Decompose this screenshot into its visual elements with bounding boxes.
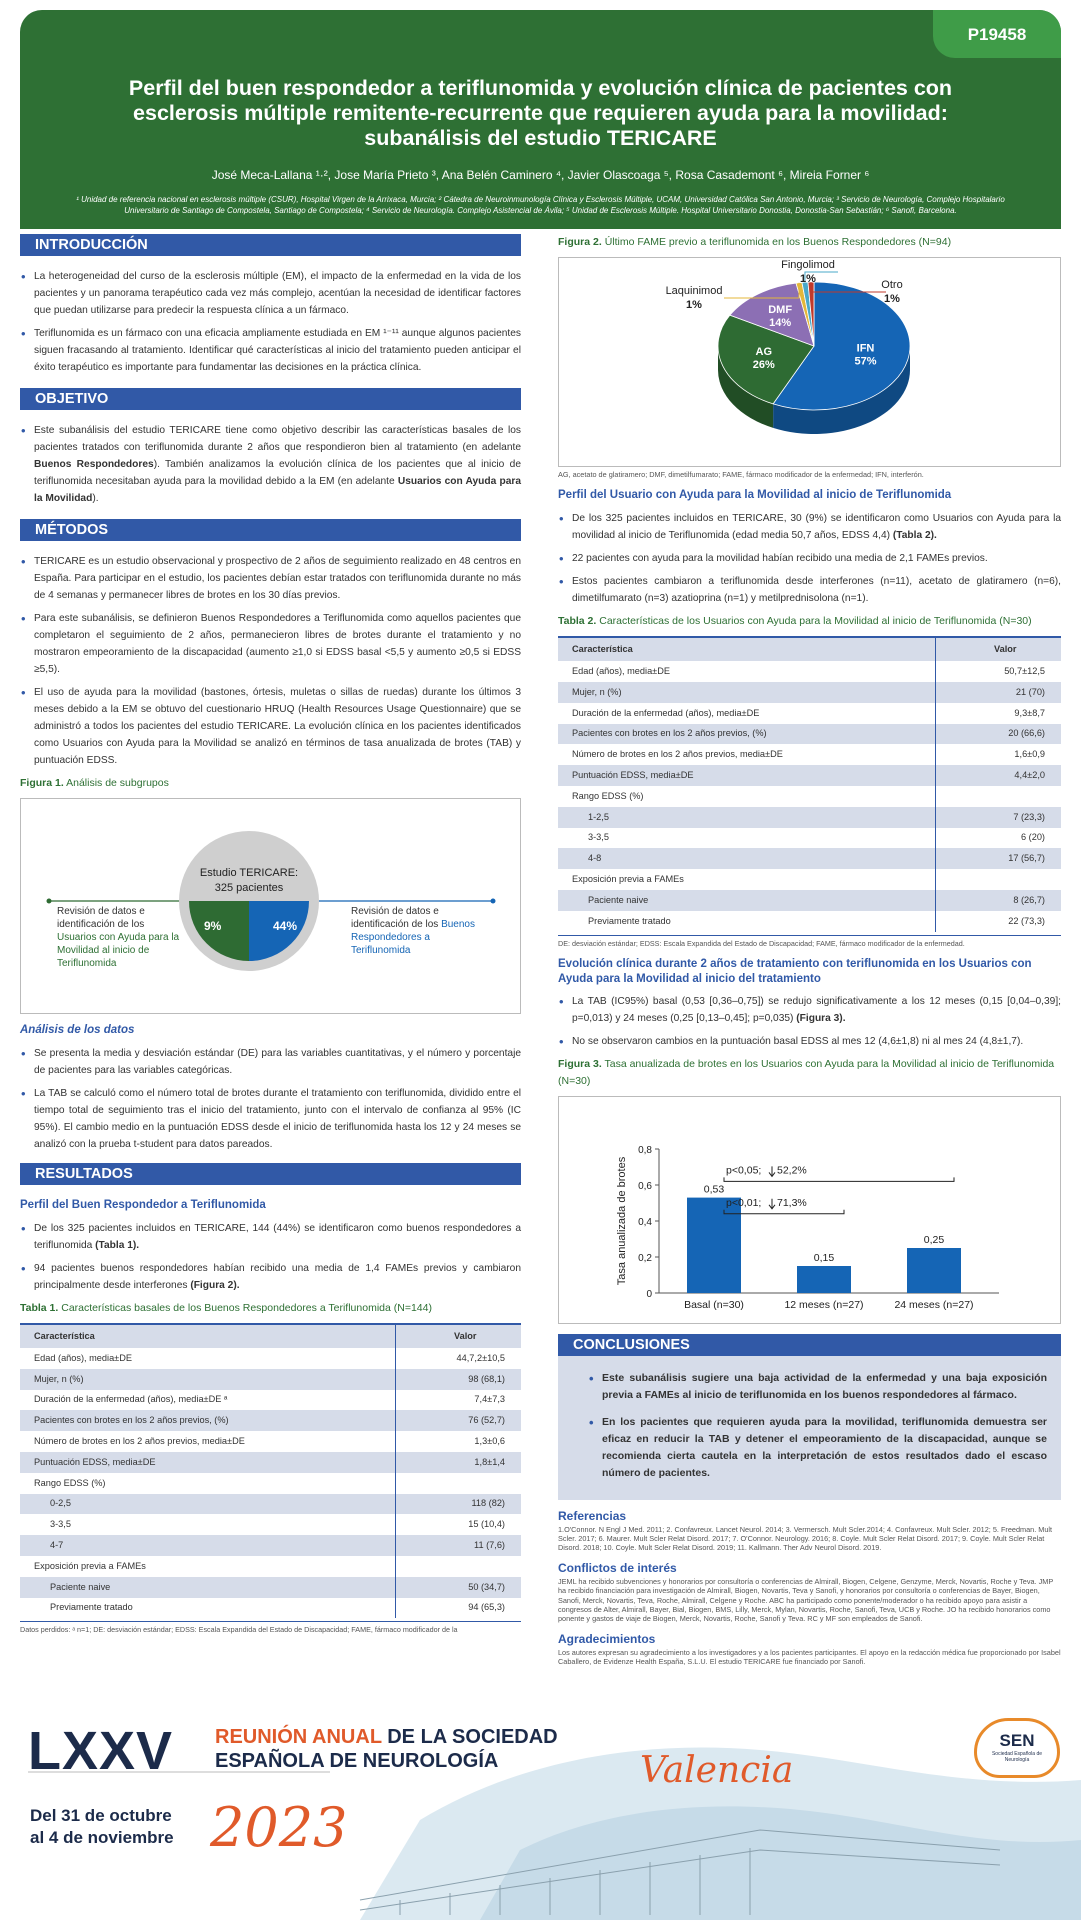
list-item: • Estos pacientes cambiaron a teriflunomida desde interferones (n=11), acetato de glatiramero (n=6), dimetilfumarato (n=3) azatioprina (n=1) y metilprednisolona (n=1).	[572, 573, 1061, 607]
list-item: • 22 pacientes con ayuda para la movilidad habían recibido una media de 2,1 FAMEs previos.	[572, 550, 1061, 567]
table2-col2: Valor	[935, 637, 1061, 661]
list-item: • El uso de ayuda para la movilidad (bastones, órtesis, muletas o sillas de ruedas) durante los últimos 3 meses debido a la EM se obtuvo del cuestionario HRUQ (Health Resources Usage Questionnaire) que se administró a todos los pacientes del estudio TERICARE. La evolución clínica en los pacientes identificados como Usuarios con Ayuda para la Movilidad se analizó en términos de tasa anualizada de brotes (TAB) y puntuación EDSS.	[34, 684, 521, 769]
right-connector-dot	[491, 899, 496, 904]
p-value-label: p<0,01;	[726, 1196, 762, 1209]
left-connector-dot	[47, 899, 52, 904]
table-cell-value: 4,4±2,0	[935, 765, 1061, 786]
usuario-b1-b: (Tabla 2).	[892, 530, 937, 542]
table-row	[20, 1535, 521, 1556]
figure2-caption	[558, 234, 1061, 251]
table-cell-label: Exposición previa a FAMEs	[34, 1560, 146, 1571]
resultados-heading: RESULTADOS	[20, 1163, 521, 1185]
poster-id: P19458	[933, 10, 1061, 58]
objetivo-bold-a: Buenos Respondedores	[34, 459, 154, 470]
table1-caption-text: Características basales de los Buenos Respondedores a Teriflunomida (N=144)	[61, 1302, 432, 1314]
reduction-label: 52,2%	[777, 1163, 807, 1176]
table1-col2: Valor	[395, 1324, 521, 1348]
affiliations: ¹ Unidad de referencia nacional en esclerosis múltiple (CSUR), Hospital Virgen de la Arrixaca, Murcia; ² Cátedra de Neuroinmunología Clínica y Esclerosis Múltiple, UCAM, Universidad Católica San Antonio, Murcia; ³ Servicio de Neurología, Complejo Hospitalario Universitario de Santiago de Compostela, Santiago de Compostela; ⁴ Servicio de Neurología. Complejo Asistencial de Ávila; ⁵ Unidad de Esclerosis Múltiple. Hospital Universitario Donostia, Donostia-San Sebastián; ⁶ Sanofi, Barcelona.	[76, 195, 1005, 215]
referencias-heading: Referencias	[558, 1508, 627, 1523]
table-row	[20, 1473, 521, 1494]
figure2-note: AG, acetato de glatiramero; DMF, dimetilfumarato; FAME, fármaco modificador de la enfermedad; IFN, interferón.	[558, 470, 924, 479]
table-row	[558, 911, 1061, 932]
right-column	[558, 234, 1061, 1667]
resultados-list	[20, 1220, 521, 1294]
table-row	[558, 828, 1061, 849]
table-cell-label: Paciente naive	[20, 1577, 395, 1598]
list-item	[572, 510, 1061, 544]
list-item: • Para este subanálisis, se definieron Buenos Respondedores a Teriflunomida como aquellos pacientes que completaron el seguimiento de 2 años, permanecieron libres de brotes durante el tratamiento y no mostraron empeoramiento de la discapacidad (aumento ≥1,0 si EDSS basal <5,5 y aumento ≥0,5 si EDSS ≥5,5).	[34, 610, 521, 678]
table-row	[558, 724, 1061, 745]
analisis-heading: Análisis de los datos	[20, 1024, 135, 1036]
table2	[558, 636, 1061, 931]
resultados-b1-a: De los 325 pacientes incluidos en TERICARE, 144 (44%) se identificaron como buenos respondedores a teriflunomida	[34, 1223, 521, 1251]
table-row	[20, 1369, 521, 1390]
table2-col1: Característica	[558, 637, 935, 661]
pie-label-fingolimod: Fingolimod	[781, 259, 835, 271]
y-tick-label: 0	[646, 1288, 652, 1300]
table1-note: Datos perdidos: ᵃ n=1; DE: desviación estándar; EDSS: Escala Expandida del Estado de Discapacidad; FAME, fármaco modificador de la	[20, 1621, 521, 1635]
usuario-sub: Perfil del Usuario con Ayuda para la Movilidad al inicio de Teriflunomida	[558, 489, 952, 502]
table2-label: Tabla 2.	[558, 615, 597, 628]
table-cell-value: 118 (82)	[395, 1494, 521, 1515]
intro-heading: INTRODUCCIÓN	[20, 234, 521, 256]
table-cell-label: Edad (años), media±DE	[34, 1352, 132, 1363]
footer-roman: LXXV	[28, 1721, 174, 1781]
table-cell-label: Previamente tratado	[588, 915, 671, 926]
table-row	[20, 1452, 521, 1473]
evolucion-b1-b: (Figura 3).	[796, 1012, 846, 1024]
conclusiones-box	[558, 1356, 1061, 1500]
intro-list	[20, 268, 521, 376]
sen-logo	[974, 1718, 1060, 1778]
table-cell-value: 98 (68,1)	[395, 1369, 521, 1390]
list-item: • Teriflunomida es un fármaco con una eficacia ampliamente estudiada en EM ¹⁻¹¹ aunque algunos pacientes siguen fracasando al tratamiento. Identificar qué características al inicio del tratamiento pueden anticipar el éxito terapéutico es importante para fundamentar las decisiones en la práctica clínica.	[34, 325, 521, 376]
objetivo-text-b: ). También analizamos la evolución clínica de los pacientes que al inicio de teriflunomida necesitaban ayuda para la movilidad debido a la EM (en adelante	[34, 459, 521, 487]
table-cell-label: Pacientes con brotes en los 2 años previos, (%)	[20, 1410, 395, 1431]
table-row	[20, 1410, 521, 1431]
table-cell-label: Número de brotes en los 2 años previos, media±DE	[34, 1436, 245, 1447]
table-cell-value: 17 (56,7)	[935, 848, 1061, 869]
table2-caption	[558, 613, 1061, 630]
significance-bracket	[724, 1177, 954, 1181]
list-item	[34, 1260, 521, 1294]
table-cell-value	[395, 1556, 521, 1577]
table1	[20, 1323, 521, 1618]
table-row	[20, 1598, 521, 1619]
conclusiones-list	[588, 1370, 1047, 1482]
objetivo-heading: OBJETIVO	[20, 388, 521, 410]
pie-value-fingolimod: 1%	[800, 273, 816, 285]
bar-1	[797, 1266, 851, 1293]
list-item	[572, 993, 1061, 1027]
pie-label-ag: AG	[755, 345, 773, 358]
resultados-b2-a: 94 pacientes buenos respondedores habían recibido una media de 1,4 FAMEs previos y cambiaron principalmente desde interferones	[34, 1263, 521, 1291]
table-row	[20, 1494, 521, 1515]
table-cell-value: 7,4±7,3	[395, 1390, 521, 1411]
table-row	[20, 1348, 521, 1369]
table-cell-value: 1,6±0,9	[935, 744, 1061, 765]
footer-line1-b: DE LA SOCIEDAD	[387, 1726, 558, 1748]
table-cell-value: 1,3±0,6	[395, 1431, 521, 1452]
table-row	[558, 786, 1061, 807]
table2-caption-text: Características de los Usuarios con Ayuda para la Movilidad al inicio de Teriflunomida (N=30)	[599, 615, 1032, 628]
table-cell-value: 8 (26,7)	[935, 890, 1061, 911]
table-row	[20, 1556, 521, 1577]
reduction-label: 71,3%	[777, 1196, 807, 1209]
table-cell-label: Paciente naive	[558, 890, 935, 911]
left-text	[57, 905, 183, 970]
table-cell-value: 7 (23,3)	[935, 807, 1061, 828]
footer-line2: ESPAÑOLA DE NEUROLOGÍA	[215, 1750, 499, 1772]
right-text-a: Revisión de datos e identificación de los	[351, 906, 442, 930]
usuario-list	[558, 510, 1061, 607]
y-axis-label: Tasa anualizada de brotes	[616, 1156, 628, 1285]
agradecimientos-text: Los autores expresan su agradecimiento a los investigadores y a los pacientes participantes. El apoyo en la redacción médica fue proporcionado por Isabel Caballero, de Evidenze Health España, S.L.U. El estudio TERICARE fue financiado por Sanofi.	[558, 1648, 1061, 1667]
table-cell-label: Pacientes con brotes en los 2 años previos, (%)	[558, 724, 935, 745]
right-pct: 44%	[273, 919, 298, 933]
right-text	[351, 905, 491, 957]
table-row	[558, 869, 1061, 890]
pie-label-ifn: IFN	[856, 342, 875, 355]
list-item: • La TAB se calculó como el número total de brotes durante el tratamiento con teriflunomida, dividido entre el tiempo total de seguimiento tras el inicio del tratamiento, junto con el intervalo de confianza al 95% (IC 95%). El cambio medio en la puntuación EDSS desde el inicio de teriflunomida hasta los 12 y 24 meses se analizó con la prueba t-student para datos pareados.	[34, 1085, 521, 1153]
bar-0	[687, 1197, 741, 1292]
list-item: • En los pacientes que requieren ayuda para la movilidad, teriflunomida demuestra ser eficaz en reducir la TAB y detener el empeoramiento de la discapacidad, aunque se recomienda cierta cautela en la interpretación de estos resultados dado el escaso número de pacientes.	[602, 1414, 1047, 1482]
resultados-b2-b: (Figura 2).	[190, 1280, 240, 1291]
down-arrow-icon	[769, 1198, 775, 1208]
table-cell-label: Rango EDSS (%)	[34, 1477, 106, 1488]
table-cell-label: 0-2,5	[20, 1494, 395, 1515]
pie-value-ag: 26%	[752, 358, 775, 371]
footer-city: Valencia	[640, 1750, 794, 1791]
list-item: • Se presenta la media y desviación estándar (DE) para las variables cuantitativas, y el número y porcentaje de pacientes para las variables categóricas.	[34, 1045, 521, 1079]
table-cell-label: Mujer, n (%)	[558, 682, 935, 703]
objetivo-bold-b: Usuarios con Ayuda para la Movilidad	[34, 476, 521, 504]
table1-body	[20, 1348, 521, 1618]
table-cell-value: 21 (70)	[935, 682, 1061, 703]
list-item: • La heterogeneidad del curso de la esclerosis múltiple (EM), el impacto de la enfermedad en la vida de los pacientes y un panorama terapéutico cada vez más complejo, acentúan la necesidad de identificar factores que puedan utilizarse para predecir la respuesta clínica a un fármaco.	[34, 268, 521, 319]
metodos-heading: MÉTODOS	[20, 519, 521, 541]
left-column	[20, 234, 521, 1635]
p-value-label: p<0,05;	[726, 1163, 762, 1176]
x-tick-label: 24 meses (n=27)	[894, 1298, 974, 1311]
agradecimientos-heading: Agradecimientos	[558, 1632, 656, 1647]
table-cell-value	[935, 869, 1061, 890]
table-cell-value: 22 (73,3)	[935, 911, 1061, 932]
figure2-label: Figura 2.	[558, 236, 602, 248]
table-cell-label: Edad (años), media±DE	[572, 666, 670, 677]
table-cell-label: Puntuación EDSS, media±DE	[20, 1452, 395, 1473]
figure1-caption	[20, 775, 521, 792]
list-item: • Este subanálisis sugiere una baja actividad de la enfermedad y una baja exposición previa a FAMEs al inicio de teriflunomida en los buenos respondedores al fármaco.	[602, 1370, 1047, 1404]
table-row	[20, 1514, 521, 1535]
table-cell-value: 11 (7,6)	[395, 1535, 521, 1556]
objetivo-list	[20, 422, 521, 507]
list-item	[34, 1220, 521, 1254]
down-arrow-icon	[769, 1166, 775, 1176]
table1-caption	[20, 1300, 521, 1317]
conclusiones-heading: CONCLUSIONES	[558, 1334, 1061, 1356]
pie-chart	[559, 258, 1060, 466]
table-cell-label: 3-3,5	[588, 832, 609, 843]
table-row	[20, 1390, 521, 1411]
table-cell-label: Previamente tratado	[50, 1602, 133, 1613]
sen-logo-text: SEN	[999, 1731, 1035, 1750]
footer-line1	[215, 1726, 558, 1749]
significance-bracket	[724, 1209, 844, 1213]
table-row	[558, 703, 1061, 724]
table-cell-label: 4-7	[20, 1535, 395, 1556]
bar-chart	[559, 1097, 1060, 1323]
pie-value-ifn: 57%	[854, 355, 877, 368]
center-sub: 325 pacientes	[214, 882, 284, 894]
metodos-list	[20, 553, 521, 769]
footer-line1-a: REUNIÓN ANUAL	[215, 1726, 388, 1748]
table-row	[20, 1577, 521, 1598]
table1-col1: Característica	[20, 1324, 395, 1348]
poster-title: Perfil del buen respondedor a teriflunomida y evolución clínica de pacientes con esclerosis múltiple remitente-recurrente que requieren ayuda para la movilidad: subanálisis del estudio TERICARE	[128, 76, 953, 150]
bar-value-label: 0,25	[923, 1233, 945, 1246]
pie-label-otro: Otro	[881, 279, 903, 291]
sen-logo-sub: Sociedad Española de Neurología	[991, 1751, 1043, 1763]
table-cell-label: 1-2,5	[558, 807, 935, 828]
objetivo-text-c: ).	[92, 493, 99, 504]
bar-value-label: 0,53	[703, 1183, 725, 1196]
table-cell-value: 44,7,2±10,5	[395, 1348, 521, 1369]
table-cell-label: Rango EDSS (%)	[572, 790, 644, 801]
figure2-chart	[558, 257, 1061, 467]
table-cell-value: 15 (10,4)	[395, 1514, 521, 1535]
pie-value-dmf: 14%	[769, 316, 792, 329]
center-title: Estudio TERICARE:	[199, 867, 299, 879]
table-cell-label: Puntuación EDSS, media±DE	[558, 765, 935, 786]
table-row	[558, 661, 1061, 682]
pie-value-laquinimod: 1%	[686, 299, 702, 311]
y-tick-label: 0,8	[638, 1144, 652, 1156]
y-tick-label: 0,2	[638, 1252, 652, 1264]
table-row	[20, 1431, 521, 1452]
list-item	[34, 422, 521, 507]
conflictos-heading: Conflictos de interés	[558, 1561, 677, 1576]
footer-dates-1: Del 31 de octubre	[30, 1806, 172, 1825]
conflictos-text: JEML ha recibido subvenciones y honorarios por consultoría o conferencias de Almirall, Biogen, Celgene, Genzyme, Merck, Novartis, Roche y Teva. JMP ha recibido financiación para investigación de Almirall, Biogen, Novartis, Teva y Sanofi, y honorarios por consultoría o conferencias de Bayer, Biogen, Sanofi, Merck, Novartis, Teva, Roche, Almirall, Celgene y Roche. ABC ha participado como ponente/moderador o ha recibido apoyo para asistir a congresos de Alter, Almirall, Bayer, Bial, Biogen, BMS, Lilly, Merck, Mylan, Novartis, Roche, Sanofi, Teva, UCB y Roche. JO ha recibido honorarios como ponente y gastos de viaje de Biogen, Merck, Novartis, Roche, Sanofi y Teva. RC y MF son empleados de Sanofi.	[558, 1577, 1054, 1623]
table1-label: Tabla 1.	[20, 1302, 59, 1314]
bar-value-label: 0,15	[813, 1251, 835, 1264]
footer-dates-2: al 4 de noviembre	[30, 1828, 174, 1847]
analisis-list	[20, 1045, 521, 1153]
pie-label-dmf: DMF	[768, 303, 793, 316]
resultados-b1-b: (Tabla 1).	[95, 1240, 140, 1251]
table-cell-value: 1,8±1,4	[395, 1452, 521, 1473]
x-tick-label: 12 meses (n=27)	[784, 1298, 864, 1311]
authors: José Meca-Lallana ¹·², Jose María Prieto ³, Ana Belén Caminero ⁴, Javier Olascoaga ⁵, Rosa Casademont ⁶, Mireia Forner ⁶	[211, 168, 870, 182]
referencias-text: 1.O'Connor. N Engl J Med. 2011; 2. Confavreux. Lancet Neurol. 2014; 3. Vermersch. Mult Scler.2014; 4. Confavreux. Mult Scler. 2012; 5. Freedman. Mult Scler. 2017; 6. Maurer. Mult Scler Relat Disord. 2017; 7. O'Connor. Neurology. 2016; 8. Coyle. Mult Scler Relat Disord. 2017; 9. Coyle. Mult Scler Relat Disord. 2018; 10. Coyle. Mult Scler Relat Disord. 2019; 11. Kallmann. Ther Adv Neurol Disord. 2019.	[558, 1524, 1053, 1552]
table-cell-value: 20 (66,6)	[935, 724, 1061, 745]
figure1-diagram	[20, 798, 521, 1014]
left-text-b: Usuarios con Ayuda para la Movilidad al inicio de Teriflunomida	[57, 932, 180, 969]
figure2-caption-text: Último FAME previo a teriflunomida en los Buenos Respondedores (N=94)	[604, 236, 952, 248]
table-cell-value: 94 (65,3)	[395, 1598, 521, 1619]
right-text-b: Buenos Respondedores a Teriflunomida	[351, 919, 475, 956]
table-row	[558, 744, 1061, 765]
table-cell-value	[395, 1473, 521, 1494]
table-cell-label: Exposición previa a FAMEs	[572, 874, 684, 885]
table-cell-label: Número de brotes en los 2 años previos, media±DE	[572, 749, 783, 760]
table-cell-label: Mujer, n (%)	[20, 1369, 395, 1390]
usuario-b1-a: De los 325 pacientes incluidos en TERICARE, 30 (9%) se identificaron como Usuarios con Ayuda para la movilidad al inicio de Teriflunomida (edad media 50,7 años, EDSS 4,4)	[572, 513, 1061, 542]
list-item: • TERICARE es un estudio observacional y prospectivo de 2 años de seguimiento realizado en 48 centros en España. Para participar en el estudio, los pacientes debían estar tratados con teriflunomida durante no más de 4 semanas y permanecer libres de brotes en los 30 días previos.	[34, 553, 521, 604]
table-cell-value: 9,3±8,7	[935, 703, 1061, 724]
table-cell-value: 50,7±12,5	[935, 661, 1061, 682]
resultados-sub: Perfil del Buen Respondedor a Teriflunomida	[20, 1199, 266, 1211]
pie-value-otro: 1%	[884, 293, 900, 305]
left-pct: 9%	[204, 919, 222, 933]
figure3-chart	[558, 1096, 1061, 1324]
objetivo-text-a: Este subanálisis del estudio TERICARE tiene como objetivo describir las características basales de los pacientes tratados con teriflunomida durante 2 años que respondieron bien al tratamiento (en adelante	[34, 425, 521, 453]
table-cell-value: 76 (52,7)	[395, 1410, 521, 1431]
table-row	[558, 807, 1061, 828]
evolucion-list	[558, 993, 1061, 1050]
table-cell-label: 4-8	[558, 848, 935, 869]
table-row	[558, 848, 1061, 869]
table-cell-label: Duración de la enfermedad (años), media±DE	[572, 707, 760, 718]
footer-year: 2023	[210, 1796, 348, 1859]
figure3-caption	[558, 1056, 1061, 1090]
table-cell-value	[935, 786, 1061, 807]
table-cell-label: Duración de la enfermedad (años), media±DE ᵃ	[34, 1394, 228, 1405]
evolucion-sub: Evolución clínica durante 2 años de tratamiento con teriflunomida en los Usuarios con Ayuda para la Movilidad al inicio del tratamiento	[558, 957, 1032, 985]
table-row	[558, 682, 1061, 703]
bar-2	[907, 1248, 961, 1293]
poster-header	[20, 10, 1061, 229]
table-cell-label: 3-3,5	[50, 1519, 71, 1530]
table-cell-value: 6 (20)	[935, 828, 1061, 849]
table-row	[558, 890, 1061, 911]
pie-label-laquinimod: Laquinimod	[665, 285, 723, 297]
y-tick-label: 0,4	[638, 1216, 652, 1228]
table2-body	[558, 661, 1061, 931]
left-text-a: Revisión de datos e identificación de los	[57, 906, 145, 930]
y-tick-label: 0,6	[638, 1180, 652, 1192]
x-tick-label: Basal (n=30)	[684, 1298, 744, 1311]
table-cell-value: 50 (34,7)	[395, 1577, 521, 1598]
figure3-label: Figura 3.	[558, 1057, 602, 1070]
figure1-caption-text: Análisis de subgrupos	[66, 777, 169, 789]
figure3-caption-text: Tasa anualizada de brotes en los Usuarios con Ayuda para la Movilidad al inicio de Teriflunomida (N=30)	[558, 1057, 1055, 1087]
list-item: • No se observaron cambios en la puntuación basal EDSS al mes 12 (4,6±1,8) ni al mes 24 (4,8±1,7).	[572, 1033, 1061, 1050]
table2-note: DE: desviación estándar; EDSS: Escala Expandida del Estado de Discapacidad; FAME, fármaco modificador de la enfermedad.	[558, 935, 1061, 949]
congress-footer	[0, 1700, 1081, 1920]
table-row	[558, 765, 1061, 786]
evolucion-b1-a: La TAB (IC95%) basal (0,53 [0,36–0,75]) se redujo significativamente a los 12 meses (0,15 [0,04–0,39]; p=0,013) y 24 meses (0,25 [0,13–0,45]; p=0,035)	[572, 995, 1061, 1024]
figure1-label: Figura 1.	[20, 777, 64, 789]
